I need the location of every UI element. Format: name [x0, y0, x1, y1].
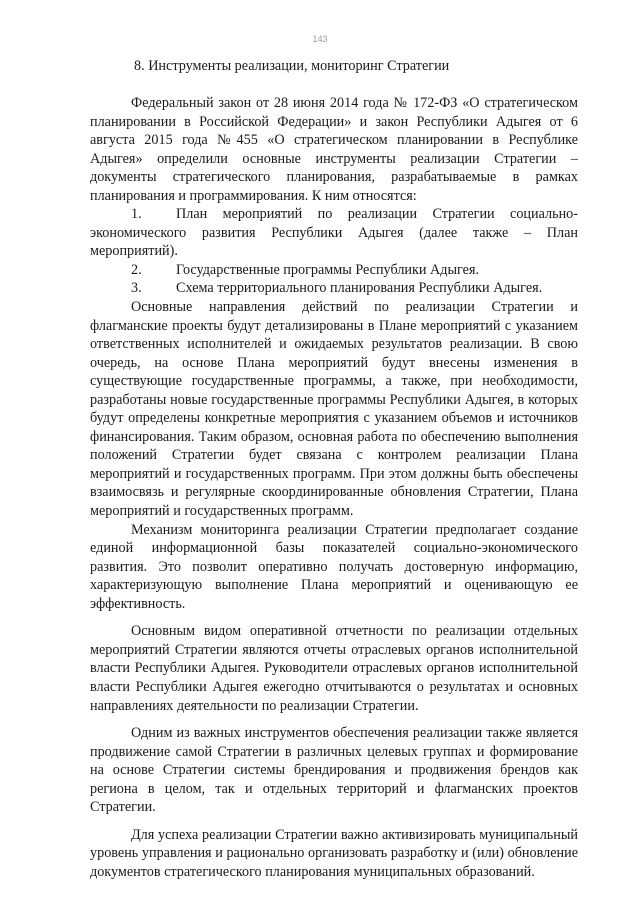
list-item-3: [90, 279, 578, 298]
body-paragraph-4: Одним из важных инструментов обеспечения реализации также является продвижение самой Стратегии в различных целевых группах и формирование на основе Стратегии системы брендирования и продвижения брендов как региона в целом, так и отдельных территорий и флагманских проектов Стратегии.: [90, 725, 578, 816]
list-item-text: Государственные программы Республики Адыгея.: [176, 261, 480, 278]
list-item-text: Схема территориального планирования Республики Адыгея.: [176, 280, 543, 297]
list-item-number: 1.: [131, 206, 142, 223]
body-paragraph-3: Основным видом оперативной отчетности по реализации отдельных мероприятий Стратегии являются отчеты отраслевых органов исполнительной власти Республики Адыгея. Руководители отраслевых органов исполнительной власти Республики Адыгея ежегодно отчитываются о результатах и основных направлениях деятельности по реализации Стратегии.: [90, 623, 578, 714]
list-item-2: [90, 261, 578, 280]
list-item-number: 3.: [131, 280, 142, 297]
body-paragraph-5: Для успеха реализации Стратегии важно активизировать муниципальный уровень управления и рационально организовать разработку и (или) обновление документов стратегического планирования муниципальных образований.: [90, 826, 578, 880]
body-paragraph-1: Основные направления действий по реализации Стратегии и флагманские проекты будут детализированы в Плане мероприятий с указанием ответственных исполнителей и ожидаемых результатов реализации. В свою очередь, на основе Плана мероприятий будут внесены изменения в существующие государственные программы, а также, при необходимости, разработаны новые государственные программы Республики Адыгея, в которых будут определены конкретные мероприятия с указанием объемов и источников финансирования. Таким образом, основная работа по обеспечению выполнения положений Стратегии будет связана с контролем реализации Плана мероприятий и государственных программ. При этом должны быть обеспечены взаимосвязь и регулярные скоординированные обновления Стратегии, Плана мероприятий и государственных программ.: [90, 299, 578, 520]
list-item-text: План мероприятий по реализации Стратегии социально-экономического развития Республики Адыгея (далее также – План мероприятий).: [90, 206, 578, 260]
document-body: [90, 94, 578, 881]
body-paragraph-2: Механизм мониторинга реализации Стратегии предполагает создание единой информационной базы показателей социально-экономического развития. Это позволит оперативно получать достоверную информацию, характеризующую выполнение Плана мероприятий и оценивающую ее эффективность.: [90, 521, 578, 612]
list-item-number: 2.: [131, 261, 142, 278]
page-number: 143: [312, 34, 328, 44]
intro-paragraph: Федеральный закон от 28 июня 2014 года № 172-ФЗ «О стратегическом планировании в Российской Федерации» и закон Республики Адыгея от 6 августа 2015 года №455 «О стратегическом планировании в Республике Адыгея» определили основные инструменты реализации Стратегии – документы стратегического планирования, разрабатываемые в рамках планирования и программирования. К ним относятся:: [90, 95, 578, 204]
section-heading: 8. Инструменты реализации, мониторинг Стратегии: [134, 58, 450, 74]
list-item-1: [90, 205, 578, 261]
